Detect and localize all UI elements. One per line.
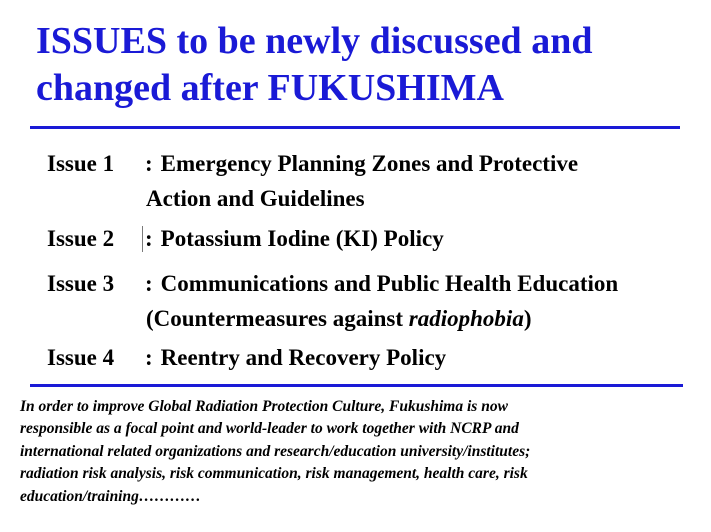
bottom-divider — [30, 384, 683, 387]
closing-note-line-2: responsible as a focal point and world-leader to work together with NCRP and — [20, 420, 519, 438]
issue-1-text: Emergency Planning Zones and Protective — [160, 151, 579, 176]
issue-3-cont-before: (Countermeasures against — [146, 306, 409, 331]
closing-note-line-5: education/training………… — [20, 487, 201, 505]
closing-note-line-3: international related organizations and research/education university/institutes; — [20, 442, 531, 460]
issue-1-continuation: Action and Guidelines — [146, 186, 365, 211]
issue-1: Issue 1 : Emergency Planning Zones and Protective — [47, 146, 578, 181]
issue-3-text: Communications and Public Health Education — [160, 271, 619, 296]
issue-2-text: Potassium Iodine (KI) Policy — [160, 226, 444, 251]
closing-note — [20, 396, 704, 508]
issue-4: Issue 4 : Reentry and Recovery Policy — [47, 340, 446, 375]
issue-4-label: Issue 4 — [47, 345, 115, 370]
slide-title-line-1: ISSUES to be newly discussed and — [36, 20, 593, 62]
issue-2: Issue 2 : Potassium Iodine (KI) Policy — [47, 221, 444, 256]
issue-3: Issue 3 : Communications and Public Health Education — [47, 266, 618, 301]
closing-note-line-1: In order to improve Global Radiation Protection Culture, Fukushima is now — [20, 398, 508, 415]
issue-3-label: Issue 3 — [47, 271, 115, 296]
issue-1-label: Issue 1 — [47, 151, 115, 176]
slide-title — [36, 18, 696, 112]
issue-3-continuation — [146, 301, 532, 336]
issue-2-label: Issue 2 — [47, 226, 115, 251]
closing-note-line-4: radiation risk analysis, risk communication, risk management, health care, risk — [20, 465, 528, 483]
slide-title-line-2: changed after FUKUSHIMA — [36, 67, 504, 109]
issue-3-cont-italic: radiophobia — [408, 306, 524, 331]
issue-3-cont-after: ) — [523, 306, 532, 331]
issue-4-text: Reentry and Recovery Policy — [160, 345, 447, 370]
top-divider — [30, 126, 680, 129]
